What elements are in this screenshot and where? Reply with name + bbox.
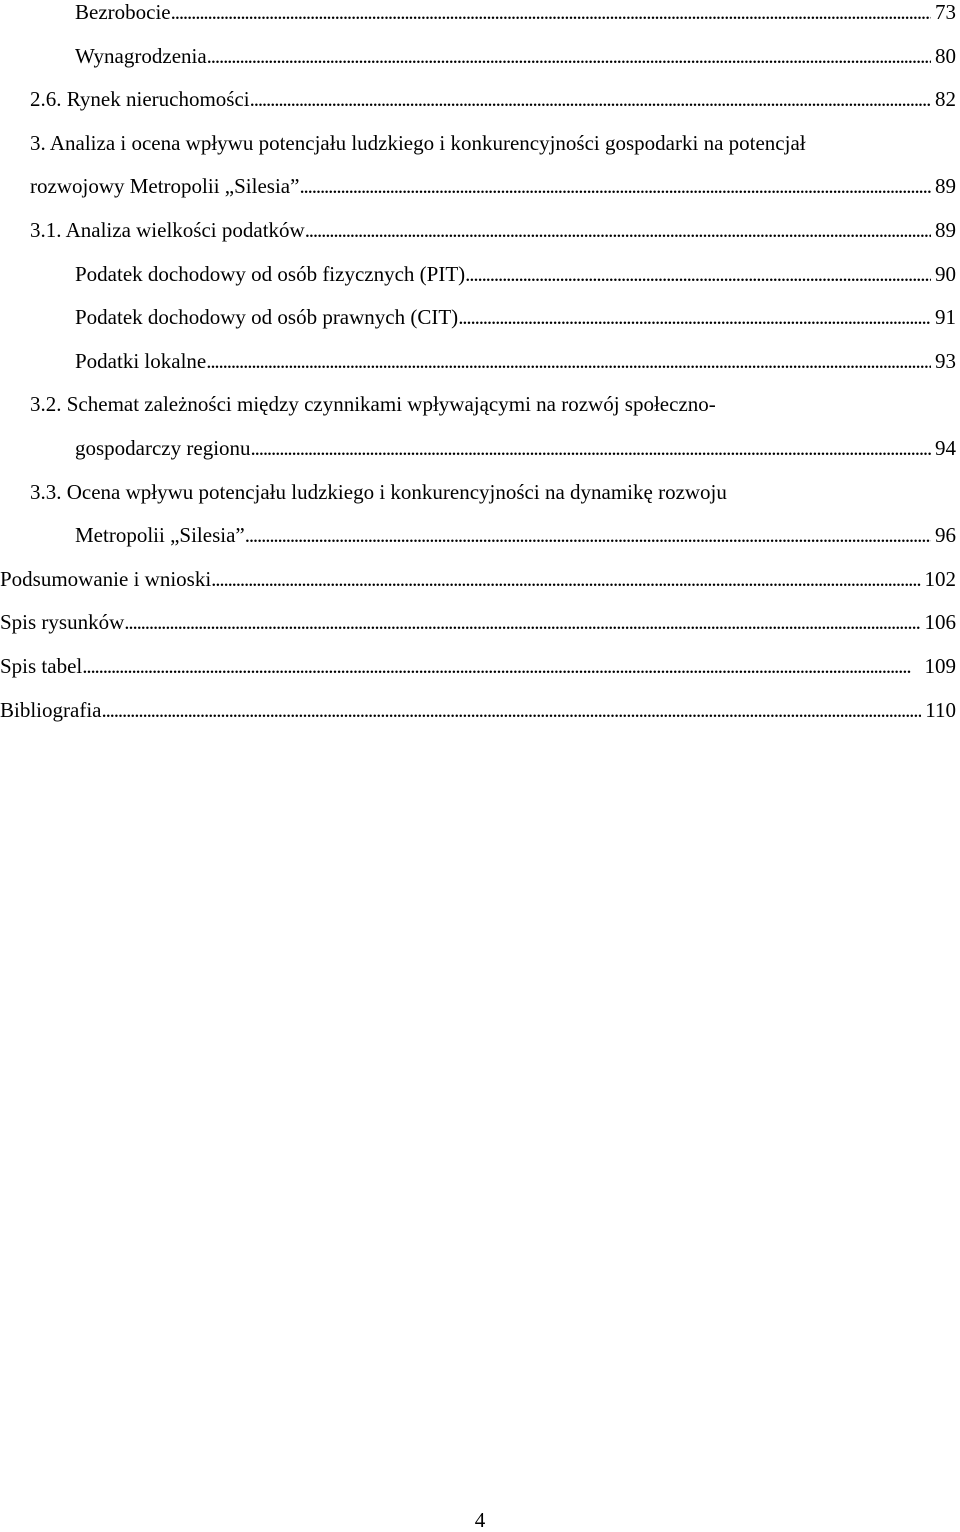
toc-entry-page: 109 <box>924 653 956 678</box>
dot-leader <box>299 174 931 198</box>
toc-entry-title: Spis rysunków <box>0 610 125 635</box>
toc-entry[interactable] <box>0 305 956 349</box>
toc-entry-title: Podatki lokalne <box>75 348 207 373</box>
toc-entry-continuation: rozwojowy Metropolii „Silesia” <box>30 174 300 199</box>
toc-entry-page: 91 <box>935 305 956 330</box>
toc-entry-page: 89 <box>935 174 956 199</box>
toc-entry[interactable] <box>0 44 956 88</box>
toc-entry-title: 3.1. Analiza wielkości podatków <box>30 217 305 242</box>
dot-leader <box>251 436 931 460</box>
toc-entry-page: 96 <box>935 523 956 548</box>
toc-entry-page: 89 <box>935 217 956 242</box>
dot-leader <box>101 698 921 722</box>
toc-entry-title: 3. Analiza i ocena wpływu potencjału ludzkiego i konkurencyjności gospodarki na potencjał <box>30 130 806 155</box>
dot-leader <box>458 305 931 329</box>
toc-entry-title: Spis tabel <box>0 653 83 678</box>
toc-entry-continuation: Metropolii „Silesia” <box>75 523 245 548</box>
toc-entry[interactable] <box>0 218 956 262</box>
toc-entry-page: 106 <box>924 610 956 635</box>
toc-entry[interactable] <box>0 174 956 218</box>
toc-entry[interactable] <box>0 698 956 742</box>
toc-entry-title: 3.2. Schemat zależności między czynnikami wpływającymi na rozwój społeczno- <box>30 392 716 417</box>
dot-leader <box>305 218 931 242</box>
table-of-contents <box>0 0 956 741</box>
dot-leader <box>124 610 920 634</box>
dot-leader <box>207 44 931 68</box>
toc-entry-page: 94 <box>935 435 956 460</box>
toc-entry-title: 2.6. Rynek nieruchomości <box>30 87 250 112</box>
toc-entry-title: Podsumowanie i wnioski <box>0 566 212 591</box>
toc-entry-page: 90 <box>935 261 956 286</box>
dot-leader <box>211 567 920 591</box>
toc-entry[interactable] <box>0 436 956 480</box>
dot-leader <box>245 523 931 547</box>
dot-leader <box>465 262 931 286</box>
toc-entry-first-line[interactable] <box>0 480 956 524</box>
toc-entry-page: 93 <box>935 348 956 373</box>
toc-entry[interactable] <box>0 262 956 306</box>
toc-entry-title: Bibliografia <box>0 697 102 722</box>
toc-entry-page: 102 <box>924 566 956 591</box>
toc-entry[interactable] <box>0 654 956 698</box>
toc-entry-title: 3.3. Ocena wpływu potencjału ludzkiego i konkurencyjności na dynamikę rozwoju <box>30 479 727 504</box>
dot-leader <box>171 0 931 24</box>
toc-entry-continuation: gospodarczy regionu <box>75 435 251 460</box>
toc-entry[interactable] <box>0 0 956 44</box>
toc-entry-page: 82 <box>935 87 956 112</box>
toc-entry[interactable] <box>0 87 956 131</box>
toc-entry-page: 110 <box>925 697 956 722</box>
toc-entry-first-line[interactable] <box>0 131 956 175</box>
toc-entry-title: Podatek dochodowy od osób fizycznych (PIT) <box>75 261 466 286</box>
toc-entry[interactable] <box>0 610 956 654</box>
toc-entry[interactable] <box>0 349 956 393</box>
toc-entry[interactable] <box>0 523 956 567</box>
toc-entry-page: 73 <box>935 0 956 24</box>
toc-entry-title: Podatek dochodowy od osób prawnych (CIT) <box>75 305 459 330</box>
dot-leader <box>250 87 931 111</box>
toc-entry-page: 80 <box>935 43 956 68</box>
toc-entry-first-line[interactable] <box>0 392 956 436</box>
toc-entry[interactable] <box>0 567 956 611</box>
dot-leader <box>82 654 920 678</box>
dot-leader <box>206 349 931 373</box>
page-number: 4 <box>474 1508 486 1532</box>
toc-entry-title: Wynagrodzenia <box>75 43 207 68</box>
toc-entry-title: Bezrobocie <box>75 0 171 24</box>
